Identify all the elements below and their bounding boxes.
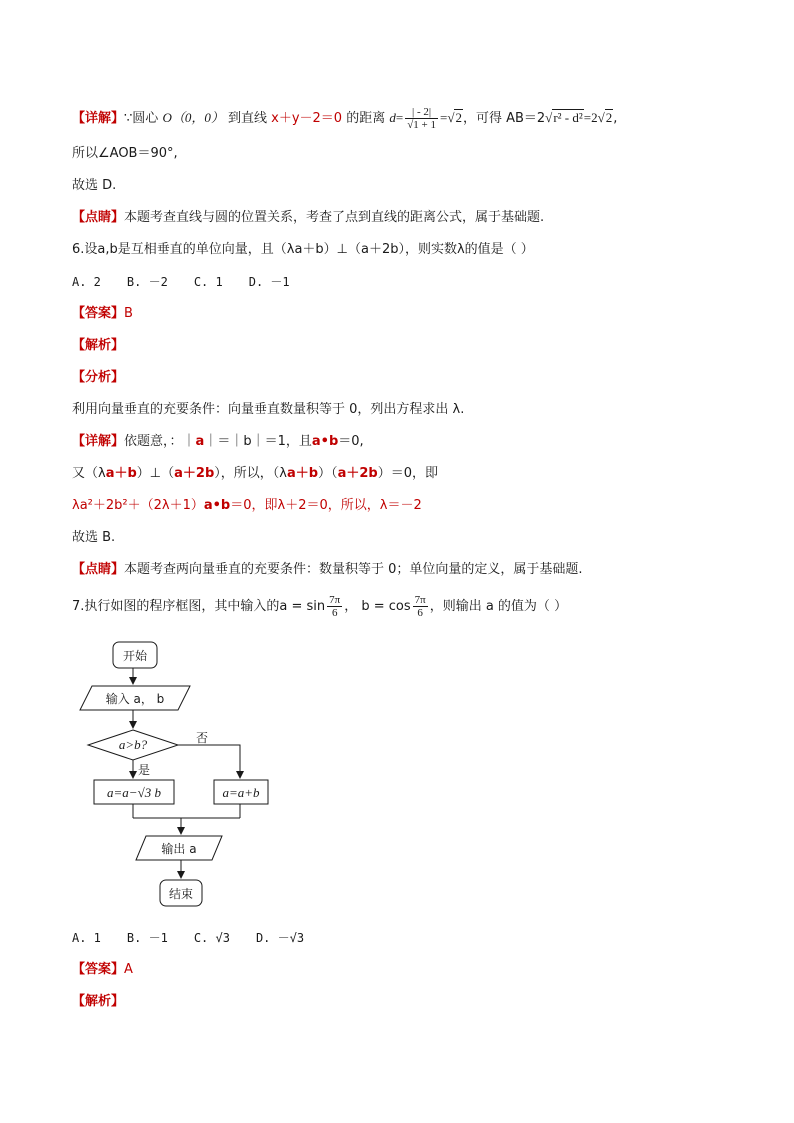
option-a: A. 2	[72, 275, 101, 289]
right-box-label: a=a+b	[222, 785, 260, 800]
q7-stem: 7.执行如图的程序框图，其中输入的a = sin $\frac{7\pi}{6}$ ， b = cos $\frac{7\pi}{6}$ ，则输出 a 的值为（ ）	[72, 594, 568, 619]
angle-line: 所以∠AOB＝90°,	[72, 146, 178, 161]
option-b: B. －1	[126, 931, 168, 945]
yes-label: 是	[138, 763, 151, 777]
q6-choose: 故选 B.	[72, 530, 116, 545]
q6-detail-line2: 又（λa＋b）⊥（a＋2b），所以，（λa＋b）（a＋2b）＝0，即	[72, 466, 438, 481]
q6-detail-line3: λa²＋2b²＋（2λ＋1）a•b＝0，即λ＋2＝0，所以，λ＝－2	[72, 498, 422, 513]
option-d: D. －√3	[255, 931, 305, 945]
option-c: C. 1	[193, 275, 223, 289]
choose-line: 故选 D.	[72, 178, 117, 193]
q5-comment: 【点睛】本题考查直线与圆的位置关系，考查了点到直线的距离公式，属于基础题.	[72, 210, 545, 225]
left-box-label: a=a−√3 b	[107, 785, 161, 800]
q6-stem: 6.设a,b是互相垂直的单位向量，且（λa＋b）⊥（a＋2b），则实数λ的值是（ ）	[72, 242, 534, 257]
q5-detail-line: 【详解】∵圆心 O（0，0） 到直线 x＋y－2＝0 的距离 d= $\frac{| - 2|}{√1 + 1}$ =√2，可得 AB＝2√r² - d²=2√2,	[72, 106, 618, 131]
detail-tag: 【详解】	[72, 111, 125, 126]
q7-options	[72, 928, 330, 949]
start-label: 开始	[122, 649, 148, 663]
q6-options	[72, 272, 316, 293]
q7-analysis-tag: 【解析】	[72, 994, 125, 1009]
q6-detail-line1: 【详解】依题意，：｜a｜＝｜b｜＝1，且a•b＝0,	[72, 434, 364, 449]
q6-fenxi-tag: 【分析】	[72, 370, 125, 385]
option-c: C. √3	[193, 931, 230, 945]
option-d: D. －1	[248, 275, 290, 289]
input-label: 输入 a， b	[105, 692, 165, 706]
option-a: A. 1	[72, 931, 101, 945]
flowchart	[0, 632, 300, 922]
output-label: 输出 a	[161, 842, 197, 856]
no-label: 否	[196, 731, 209, 745]
decision-label: a>b?	[118, 737, 148, 752]
end-label: 结束	[168, 887, 194, 901]
line-equation: x＋y－2＝0	[271, 111, 343, 126]
q7-answer: 【答案】A	[72, 962, 133, 977]
q6-comment: 【点睛】本题考查两向量垂直的充要条件：数量积等于 0；单位向量的定义，属于基础题.	[72, 562, 583, 577]
option-b: B. －2	[126, 275, 168, 289]
q6-answer: 【答案】B	[72, 306, 133, 321]
distance-fraction: $\frac{| - 2|}{√1 + 1}$	[407, 106, 436, 131]
q6-fenxi-text: 利用向量垂直的充要条件：向量垂直数量积等于 0，列出方程求出 λ.	[72, 402, 465, 417]
q6-analysis-tag: 【解析】	[72, 338, 125, 353]
